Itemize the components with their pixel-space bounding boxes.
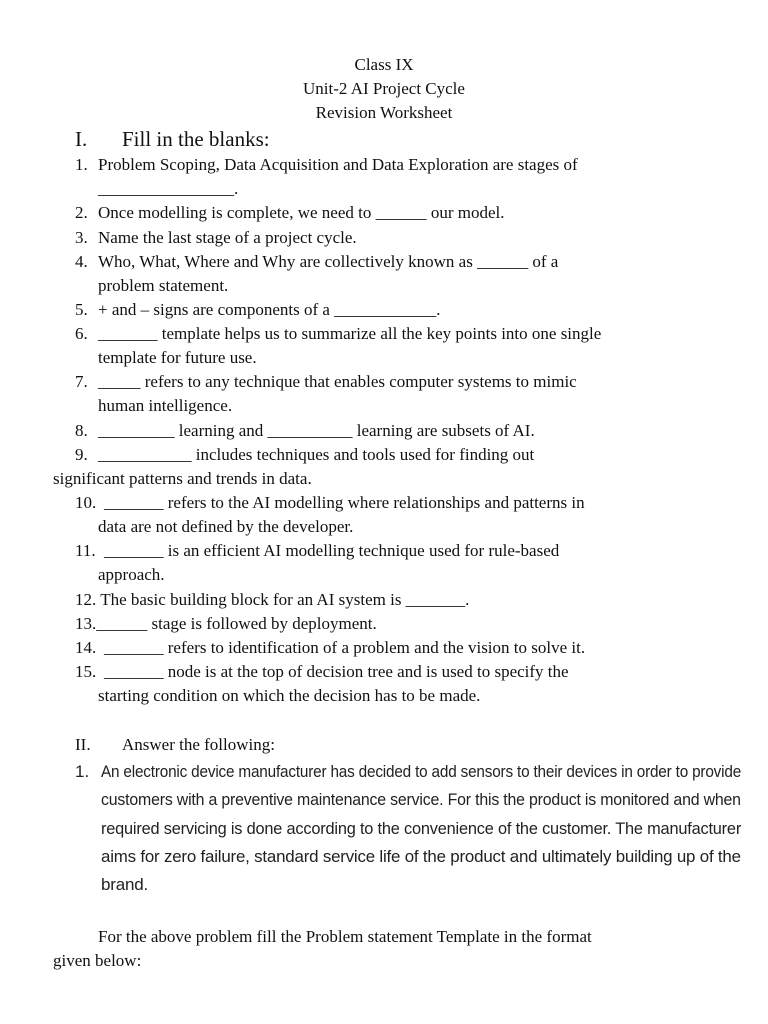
case-study-number: 1. [75, 762, 90, 781]
question-10-continuation: data are not defined by the developer. [98, 517, 354, 536]
question-number: 9. [75, 445, 88, 464]
question-number: 13. [75, 614, 97, 633]
case-study-line: aims for zero failure, standard service life of the product and ultimately building up of the [101, 847, 741, 866]
question-text: ___________ includes techniques and tools used for finding out [98, 445, 535, 464]
question-text: _________ learning and __________ learning are subsets of AI. [98, 421, 535, 440]
question-number: 10. [75, 493, 97, 512]
question-text: Problem Scoping, Data Acquisition and Data Exploration are stages of [98, 155, 578, 174]
question-5 [75, 300, 440, 320]
question-number: 12. [75, 590, 97, 609]
question-text: _______ refers to the AI modelling where relationships and patterns in [104, 493, 585, 512]
question-text: _______ node is at the top of decision tree and is used to specify the [104, 662, 569, 681]
question-text: _______ template helps us to summarize all the key points into one single [98, 324, 602, 343]
question-6-continuation: template for future use. [98, 348, 257, 367]
question-number: 7. [75, 372, 88, 391]
question-7-continuation: human intelligence. [98, 396, 233, 415]
question-12 [75, 590, 469, 610]
question-13 [75, 614, 377, 634]
question-text: + and – signs are components of a ____________. [98, 300, 441, 319]
question-11 [75, 541, 559, 561]
section-two-heading [75, 735, 275, 755]
question-number: 14. [75, 638, 97, 657]
question-9 [75, 445, 534, 465]
question-number: 4. [75, 252, 88, 271]
question-text: _____ refers to any technique that enables computer systems to mimic [98, 372, 577, 391]
unit-heading: Unit-2 AI Project Cycle [303, 79, 465, 98]
class-heading: Class IX [354, 55, 414, 74]
question-number: 2. [75, 203, 88, 222]
case-study-line: required servicing is done according to the convenience of the customer. The manufacturer [101, 819, 742, 838]
question-7 [75, 372, 577, 392]
question-text: _______ is an efficient AI modelling technique used for rule-based [104, 541, 560, 560]
question-number: 3. [75, 228, 88, 247]
question-10 [75, 493, 585, 513]
question-1 [75, 155, 578, 175]
question-1-continuation: ________________. [98, 179, 239, 198]
section-one-heading [75, 127, 270, 152]
question-2 [75, 203, 505, 223]
question-14 [75, 638, 585, 658]
question-15-continuation: starting condition on which the decision has to be made. [98, 686, 481, 705]
question-text: Name the last stage of a project cycle. [98, 228, 357, 247]
question-3 [75, 228, 357, 248]
question-text: Who, What, Where and Why are collectively known as ______ of a [98, 252, 559, 271]
section-one-numeral: I. [75, 127, 88, 151]
question-text: _______ refers to identification of a problem and the vision to solve it. [104, 638, 586, 657]
question-4-continuation: problem statement. [98, 276, 229, 295]
question-6 [75, 324, 601, 344]
question-text: The basic building block for an AI system is _______. [100, 590, 470, 609]
question-11-continuation: approach. [98, 565, 165, 584]
worksheet-title: Revision Worksheet [315, 103, 453, 122]
question-text: ______ stage is followed by deployment. [96, 614, 377, 633]
case-study-line: brand. [101, 875, 149, 894]
question-number: 15. [75, 662, 97, 681]
case-study-line: customers with a preventive maintenance service. For this the product is monitored and when [101, 790, 741, 809]
template-instruction [53, 925, 733, 973]
question-number: 1. [75, 155, 88, 174]
case-study-line: An electronic device manufacturer has decided to add sensors to their devices in order to provide [101, 762, 742, 781]
question-9-continuation: significant patterns and trends in data. [53, 469, 312, 488]
instruction-line-1: For the above problem fill the Problem statement Template in the format [98, 927, 592, 946]
section-one-title: Fill in the blanks: [122, 127, 270, 151]
question-number: 8. [75, 421, 88, 440]
question-text: Once modelling is complete, we need to ______ our model. [98, 203, 505, 222]
question-8 [75, 421, 535, 441]
question-15 [75, 662, 569, 682]
question-number: 6. [75, 324, 88, 343]
section-two-numeral: II. [75, 735, 91, 754]
question-4 [75, 252, 558, 272]
section-two-title: Answer the following: [122, 735, 275, 754]
instruction-line-2: given below: [53, 951, 142, 970]
question-number: 11. [75, 541, 96, 560]
question-number: 5. [75, 300, 88, 319]
